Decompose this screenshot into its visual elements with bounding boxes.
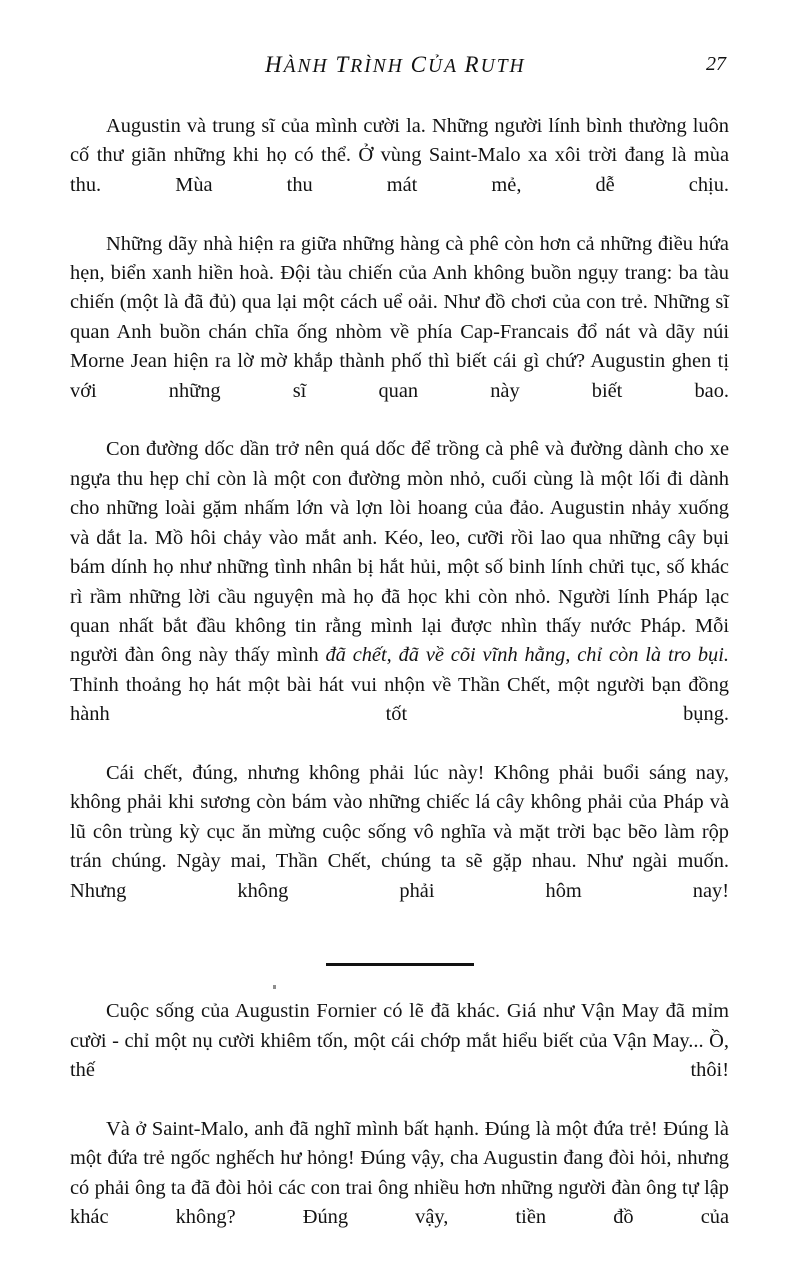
paragraph-1: Augustin và trung sĩ của mình cười la. Những người lính bình thường luôn cố thư giãn những khi họ có thể. Ở vùng Saint-Malo xa xôi trời đang là mùa thu. Mùa thu mát mẻ, dễ chịu. [70, 115, 729, 196]
paragraph-4: Cái chết, đúng, nhưng không phải lúc này! Không phải buổi sáng nay, không phải khi sương còn bám vào những chiếc lá cây không phải của Pháp và lũ côn trùng kỳ cục ăn mừng cuộc sống vô nghĩa và mặt trời bạc bẽo làm rộp trán chúng. Ngày mai, Thần Chết, chúng ta sẽ gặp nhau. Như ngài muốn. Nhưng không phải hôm nay! [70, 761, 729, 902]
page-number: 27 [706, 53, 726, 75]
running-head [70, 52, 728, 80]
paragraph-5: Cuộc sống của Augustin Fornier có lẽ đã khác. Giá như Vận May đã mỉm cười - chỉ một nụ cười khiêm tốn, một cái chớp mắt hiểu biết của Vận May... Ồ, thế thôi! [70, 1000, 729, 1082]
paragraph-6: Và ở Saint-Malo, anh đã nghĩ mình bất hạnh. Đúng là một đứa trẻ! Đúng là một đứa trẻ ngốc nghếch hư hỏng! Đúng vậy, cha Augustin đang đòi hỏi, nhưng có phải ông ta đã đòi hỏi các con trai ông nhiều hơn những người đàn ông tự lập khác không? Đúng vậy, tiền đồ của [70, 1118, 729, 1229]
text-block [70, 112, 729, 1262]
paragraph-2: Những dãy nhà hiện ra giữa những hàng cà phê còn hơn cả những điều hứa hẹn, biển xanh hiền hoà. Đội tàu chiến của Anh không buồn ngụy trang: ba tàu chiến (một là đã đủ) qua lại một cách uể oải. Như đồ chơi của con trẻ. Những sĩ quan Anh buồn chán chĩa ống nhòm về phía Cap-Francais đổ nát và dãy núi Morne Jean hiện ra lờ mờ khắp thành phố thì biết cái gì chứ? Augustin ghen tị với những sĩ quan này biết bao. [70, 232, 729, 402]
paragraph-3-text-after-italic: Thỉnh thoảng họ hát một bài hát vui nhộn về Thần Chết, một người bạn đồng hành tốt bụng. [70, 673, 729, 726]
paragraph-3-italic-phrase: đã chết, đã về cõi vĩnh hằng, chỉ còn là tro bụi. [325, 644, 729, 667]
paragraph-3 [70, 435, 729, 758]
section-divider [70, 935, 729, 997]
running-head-title: HÀNH TRÌNH CỦA RUTH [265, 52, 526, 77]
scan-speck [273, 985, 276, 989]
paragraph-3-text-before-italic: Con đường dốc dần trở nên quá dốc để trồng cà phê và đường dành cho xe ngựa thu hẹp chỉ còn là một con đường mòn nhỏ, cuối cùng là một lối đi dành cho những loài gặm nhấm lớn và lợn lòi hoang của đảo. Augustin nhảy xuống và dắt la. Mồ hôi chảy vào mắt anh. Kéo, leo, cưỡi rồi lao qua những cây bụi bám dính họ như những tình nhân bị hắt hủi, một số binh lính chửi tục, số khác rì rầm những lời cầu nguyện mà họ đã học khi còn nhỏ. Người lính Pháp lạc quan nhất bắt đầu không tin rằng mình lại được nhìn thấy nước Pháp. Mỗi người đàn ông này thấy mình [70, 438, 729, 667]
divider-rule-icon [326, 963, 474, 966]
